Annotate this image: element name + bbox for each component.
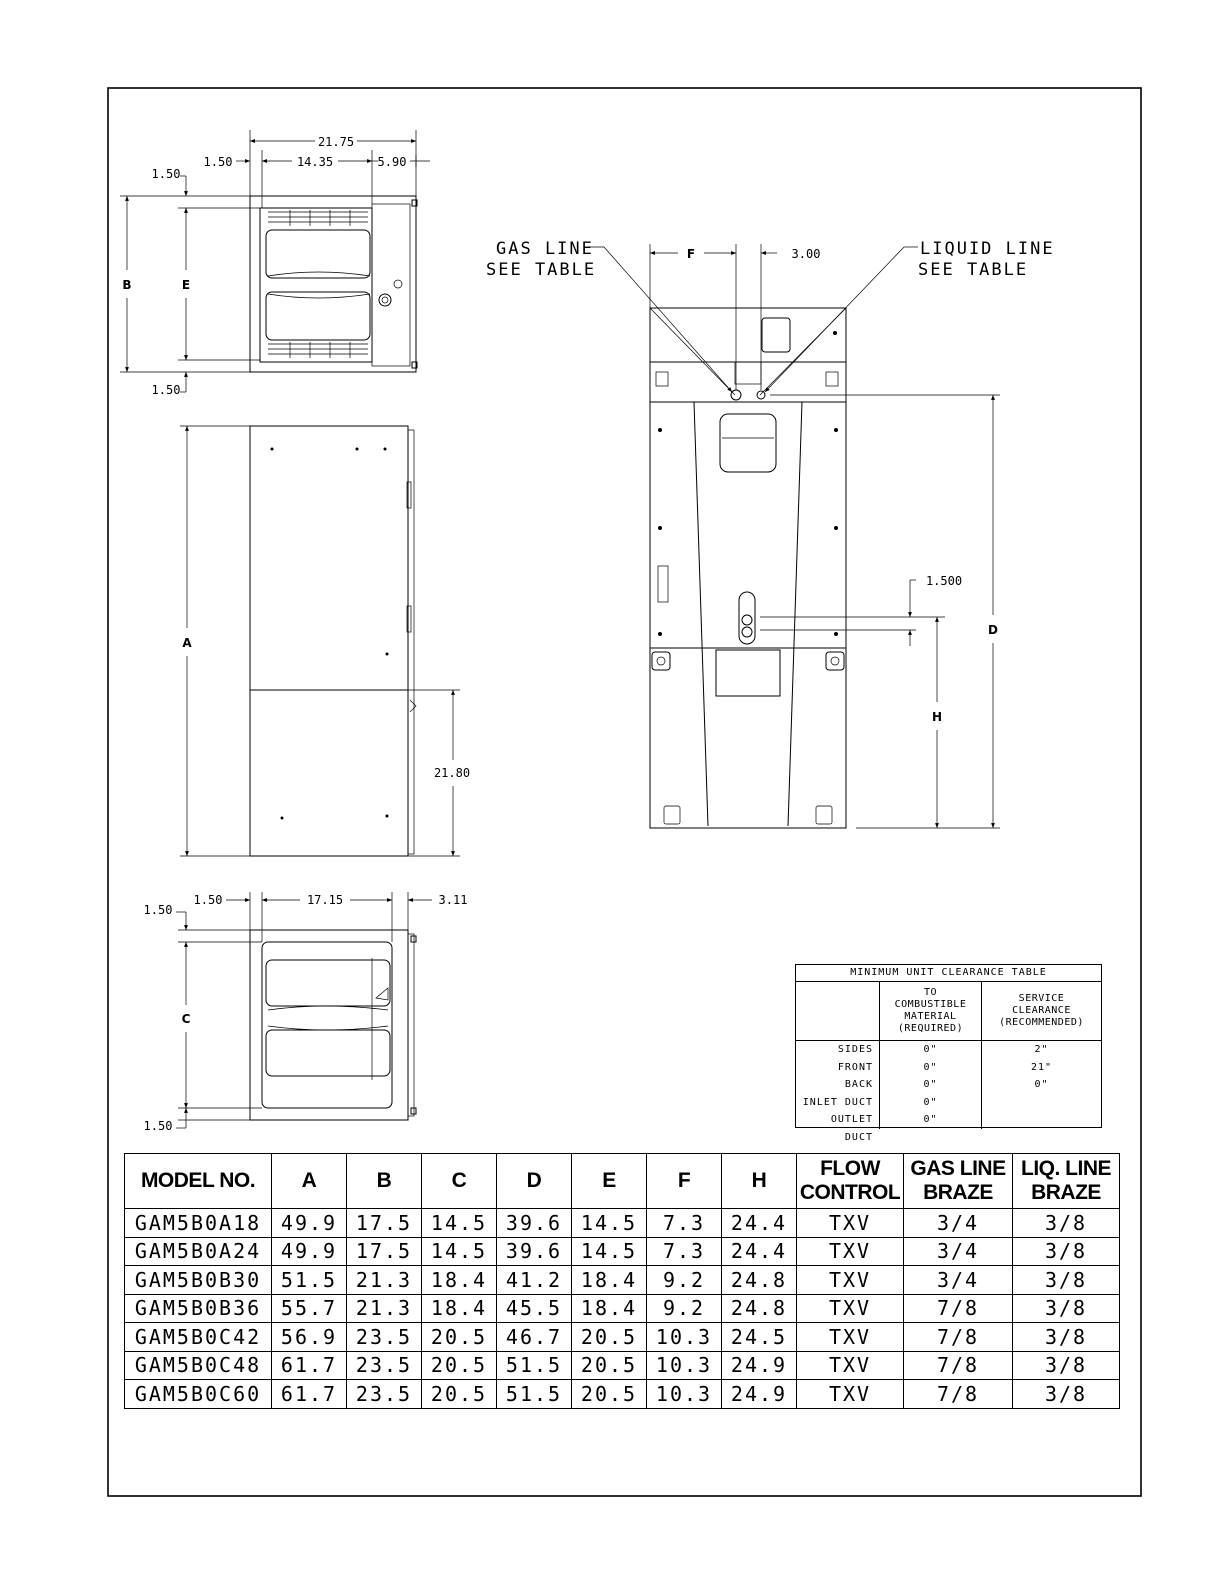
model-number-cell: GAM5B0A18: [125, 1209, 272, 1238]
header-a: A: [272, 1154, 347, 1209]
table-cell: 3/4: [904, 1266, 1013, 1295]
table-cell: 3/4: [904, 1209, 1013, 1238]
table-cell: 20.5: [572, 1380, 647, 1409]
model-number-cell: GAM5B0C48: [125, 1351, 272, 1380]
label-b: B: [122, 278, 132, 292]
table-cell: 20.5: [422, 1380, 497, 1409]
table-cell: 23.5: [347, 1323, 422, 1352]
table-cell: TXV: [797, 1266, 904, 1295]
dim-left-offset: 1.50: [203, 155, 233, 169]
table-cell: 20.5: [572, 1351, 647, 1380]
side-view-dimensions: [180, 426, 470, 856]
table-cell: 10.3: [647, 1351, 722, 1380]
clearance-row: FRONT 0" 21": [796, 1059, 1101, 1077]
table-cell: 3/8: [1013, 1237, 1120, 1266]
table-row: [125, 1323, 1120, 1352]
table-cell: 3/8: [1013, 1294, 1120, 1323]
table-cell: 17.5: [347, 1209, 422, 1238]
dim-bottom-offset: 1.50: [151, 383, 181, 397]
label-f: F: [686, 247, 696, 261]
label-d: D: [988, 623, 998, 637]
table-cell: 7/8: [904, 1323, 1013, 1352]
clearance-table-title: MINIMUM UNIT CLEARANCE TABLE: [796, 965, 1101, 982]
header-d: D: [497, 1154, 572, 1209]
table-cell: 10.3: [647, 1380, 722, 1409]
dim-bottom-bottom-offset: 1.50: [143, 1119, 173, 1133]
clearance-table-header: [796, 982, 1101, 1041]
table-cell: 39.6: [497, 1209, 572, 1238]
table-cell: 24.9: [722, 1380, 797, 1409]
header-b: B: [347, 1154, 422, 1209]
clearance-row: OUTLET DUCT 0": [796, 1111, 1101, 1129]
header-c: C: [422, 1154, 497, 1209]
table-row: [125, 1351, 1120, 1380]
table-cell: 61.7: [272, 1351, 347, 1380]
clearance-row: SIDES 0" 2": [796, 1041, 1101, 1059]
table-row: [125, 1237, 1120, 1266]
table-cell: 39.6: [497, 1237, 572, 1266]
table-cell: 51.5: [272, 1266, 347, 1295]
dim-bottom-left-offset: 1.50: [193, 893, 223, 907]
clearance-row: INLET DUCT 0": [796, 1094, 1101, 1112]
table-cell: 18.4: [422, 1294, 497, 1323]
table-cell: 3/8: [1013, 1380, 1120, 1409]
table-cell: 20.5: [572, 1323, 647, 1352]
table-row: [125, 1380, 1120, 1409]
table-cell: 9.2: [647, 1266, 722, 1295]
table-cell: 7.3: [647, 1237, 722, 1266]
header-flow-control: FLOW CONTROL: [797, 1154, 904, 1209]
dim-lower-height: 21.80: [433, 766, 471, 780]
table-cell: 7.3: [647, 1209, 722, 1238]
table-cell: 23.5: [347, 1380, 422, 1409]
table-cell: 49.9: [272, 1209, 347, 1238]
model-dimension-table: [124, 1153, 1120, 1409]
table-cell: 9.2: [647, 1294, 722, 1323]
table-cell: TXV: [797, 1380, 904, 1409]
table-cell: 24.4: [722, 1209, 797, 1238]
bottom-view: [250, 930, 416, 1120]
table-cell: 3/8: [1013, 1209, 1120, 1238]
table-cell: 18.4: [572, 1266, 647, 1295]
gas-line-note: SEE TABLE: [486, 260, 597, 280]
table-cell: 18.4: [572, 1294, 647, 1323]
table-row: [125, 1266, 1120, 1295]
table-cell: TXV: [797, 1351, 904, 1380]
table-cell: 23.5: [347, 1351, 422, 1380]
model-number-cell: GAM5B0C60: [125, 1380, 272, 1409]
bottom-view-dimensions: [144, 892, 468, 1133]
front-view-dimensions: [486, 239, 1055, 828]
table-cell: 14.5: [422, 1209, 497, 1238]
drain-port-icon: [742, 615, 752, 625]
table-cell: 41.2: [497, 1266, 572, 1295]
header-model-no: MODEL NO.: [125, 1154, 272, 1209]
table-cell: 46.7: [497, 1323, 572, 1352]
table-cell: 10.3: [647, 1323, 722, 1352]
table-cell: 51.5: [497, 1351, 572, 1380]
table-cell: 14.5: [422, 1237, 497, 1266]
table-cell: 20.5: [422, 1323, 497, 1352]
header-gas-line-braze: GAS LINE BRAZE: [904, 1154, 1013, 1209]
dim-drain-offset: 1.500: [925, 574, 963, 588]
dim-bottom-inner: 17.15: [306, 893, 344, 907]
col-combustible: TO COMBUSTIBLE MATERIAL (REQUIRED): [880, 982, 982, 1040]
table-cell: 3/8: [1013, 1323, 1120, 1352]
gas-line-port-icon: [731, 390, 741, 400]
table-cell: 21.3: [347, 1266, 422, 1295]
model-table-body: [125, 1209, 1120, 1409]
label-h: H: [931, 710, 943, 724]
clearance-table: [795, 964, 1102, 1143]
model-number-cell: GAM5B0C42: [125, 1323, 272, 1352]
pipe-port-icon: [379, 294, 391, 306]
model-number-cell: GAM5B0B30: [125, 1266, 272, 1295]
top-view-dimensions: [120, 130, 430, 397]
table-cell: TXV: [797, 1323, 904, 1352]
table-cell: 14.5: [572, 1209, 647, 1238]
col-service: SERVICE CLEARANCE (RECOMMENDED): [999, 993, 1084, 1028]
gas-line-callout: GAS LINE: [496, 239, 594, 259]
table-cell: 24.8: [722, 1266, 797, 1295]
table-cell: 56.9: [272, 1323, 347, 1352]
table-row: [125, 1294, 1120, 1323]
dim-bottom-right-offset: 3.11: [438, 893, 468, 907]
table-cell: 7/8: [904, 1294, 1013, 1323]
clearance-row: BACK 0" 0": [796, 1076, 1101, 1094]
side-view: [250, 426, 416, 856]
table-cell: 21.3: [347, 1294, 422, 1323]
header-e: E: [572, 1154, 647, 1209]
table-cell: 17.5: [347, 1237, 422, 1266]
model-number-cell: GAM5B0B36: [125, 1294, 272, 1323]
liquid-line-callout: LIQUID LINE: [920, 239, 1055, 259]
table-cell: TXV: [797, 1209, 904, 1238]
table-cell: 20.5: [422, 1351, 497, 1380]
label-c: C: [181, 1012, 191, 1026]
table-cell: 18.4: [422, 1266, 497, 1295]
table-cell: 3/8: [1013, 1351, 1120, 1380]
top-view: [250, 196, 417, 372]
dim-bottom-top-offset: 1.50: [143, 903, 173, 917]
table-cell: 24.8: [722, 1294, 797, 1323]
table-cell: 61.7: [272, 1380, 347, 1409]
table-cell: TXV: [797, 1294, 904, 1323]
header-h: H: [722, 1154, 797, 1209]
table-cell: TXV: [797, 1237, 904, 1266]
table-cell: 7/8: [904, 1380, 1013, 1409]
liquid-line-port-icon: [757, 391, 765, 399]
table-cell: 49.9: [272, 1237, 347, 1266]
table-row: [125, 1209, 1120, 1238]
table-cell: 7/8: [904, 1351, 1013, 1380]
header-liq-line-braze: LIQ. LINE BRAZE: [1013, 1154, 1120, 1209]
table-cell: 24.5: [722, 1323, 797, 1352]
dim-inner-width: 14.35: [296, 155, 334, 169]
model-table-header: [125, 1154, 1120, 1209]
front-view: [650, 308, 846, 828]
label-e: E: [181, 278, 191, 292]
table-cell: 51.5: [497, 1380, 572, 1409]
table-cell: 24.4: [722, 1237, 797, 1266]
table-cell: 14.5: [572, 1237, 647, 1266]
table-cell: 24.9: [722, 1351, 797, 1380]
dim-overall-width: 21.75: [317, 135, 355, 149]
table-cell: 45.5: [497, 1294, 572, 1323]
dim-right-offset: 5.90: [377, 155, 407, 169]
table-cell: 3/8: [1013, 1266, 1120, 1295]
header-f: F: [647, 1154, 722, 1209]
liquid-line-note: SEE TABLE: [918, 260, 1029, 280]
table-cell: 3/4: [904, 1237, 1013, 1266]
dim-top-offset: 1.50: [151, 167, 181, 181]
dim-tube-spacing: 3.00: [791, 247, 821, 261]
model-number-cell: GAM5B0A24: [125, 1237, 272, 1266]
label-a: A: [182, 636, 192, 650]
table-cell: 55.7: [272, 1294, 347, 1323]
